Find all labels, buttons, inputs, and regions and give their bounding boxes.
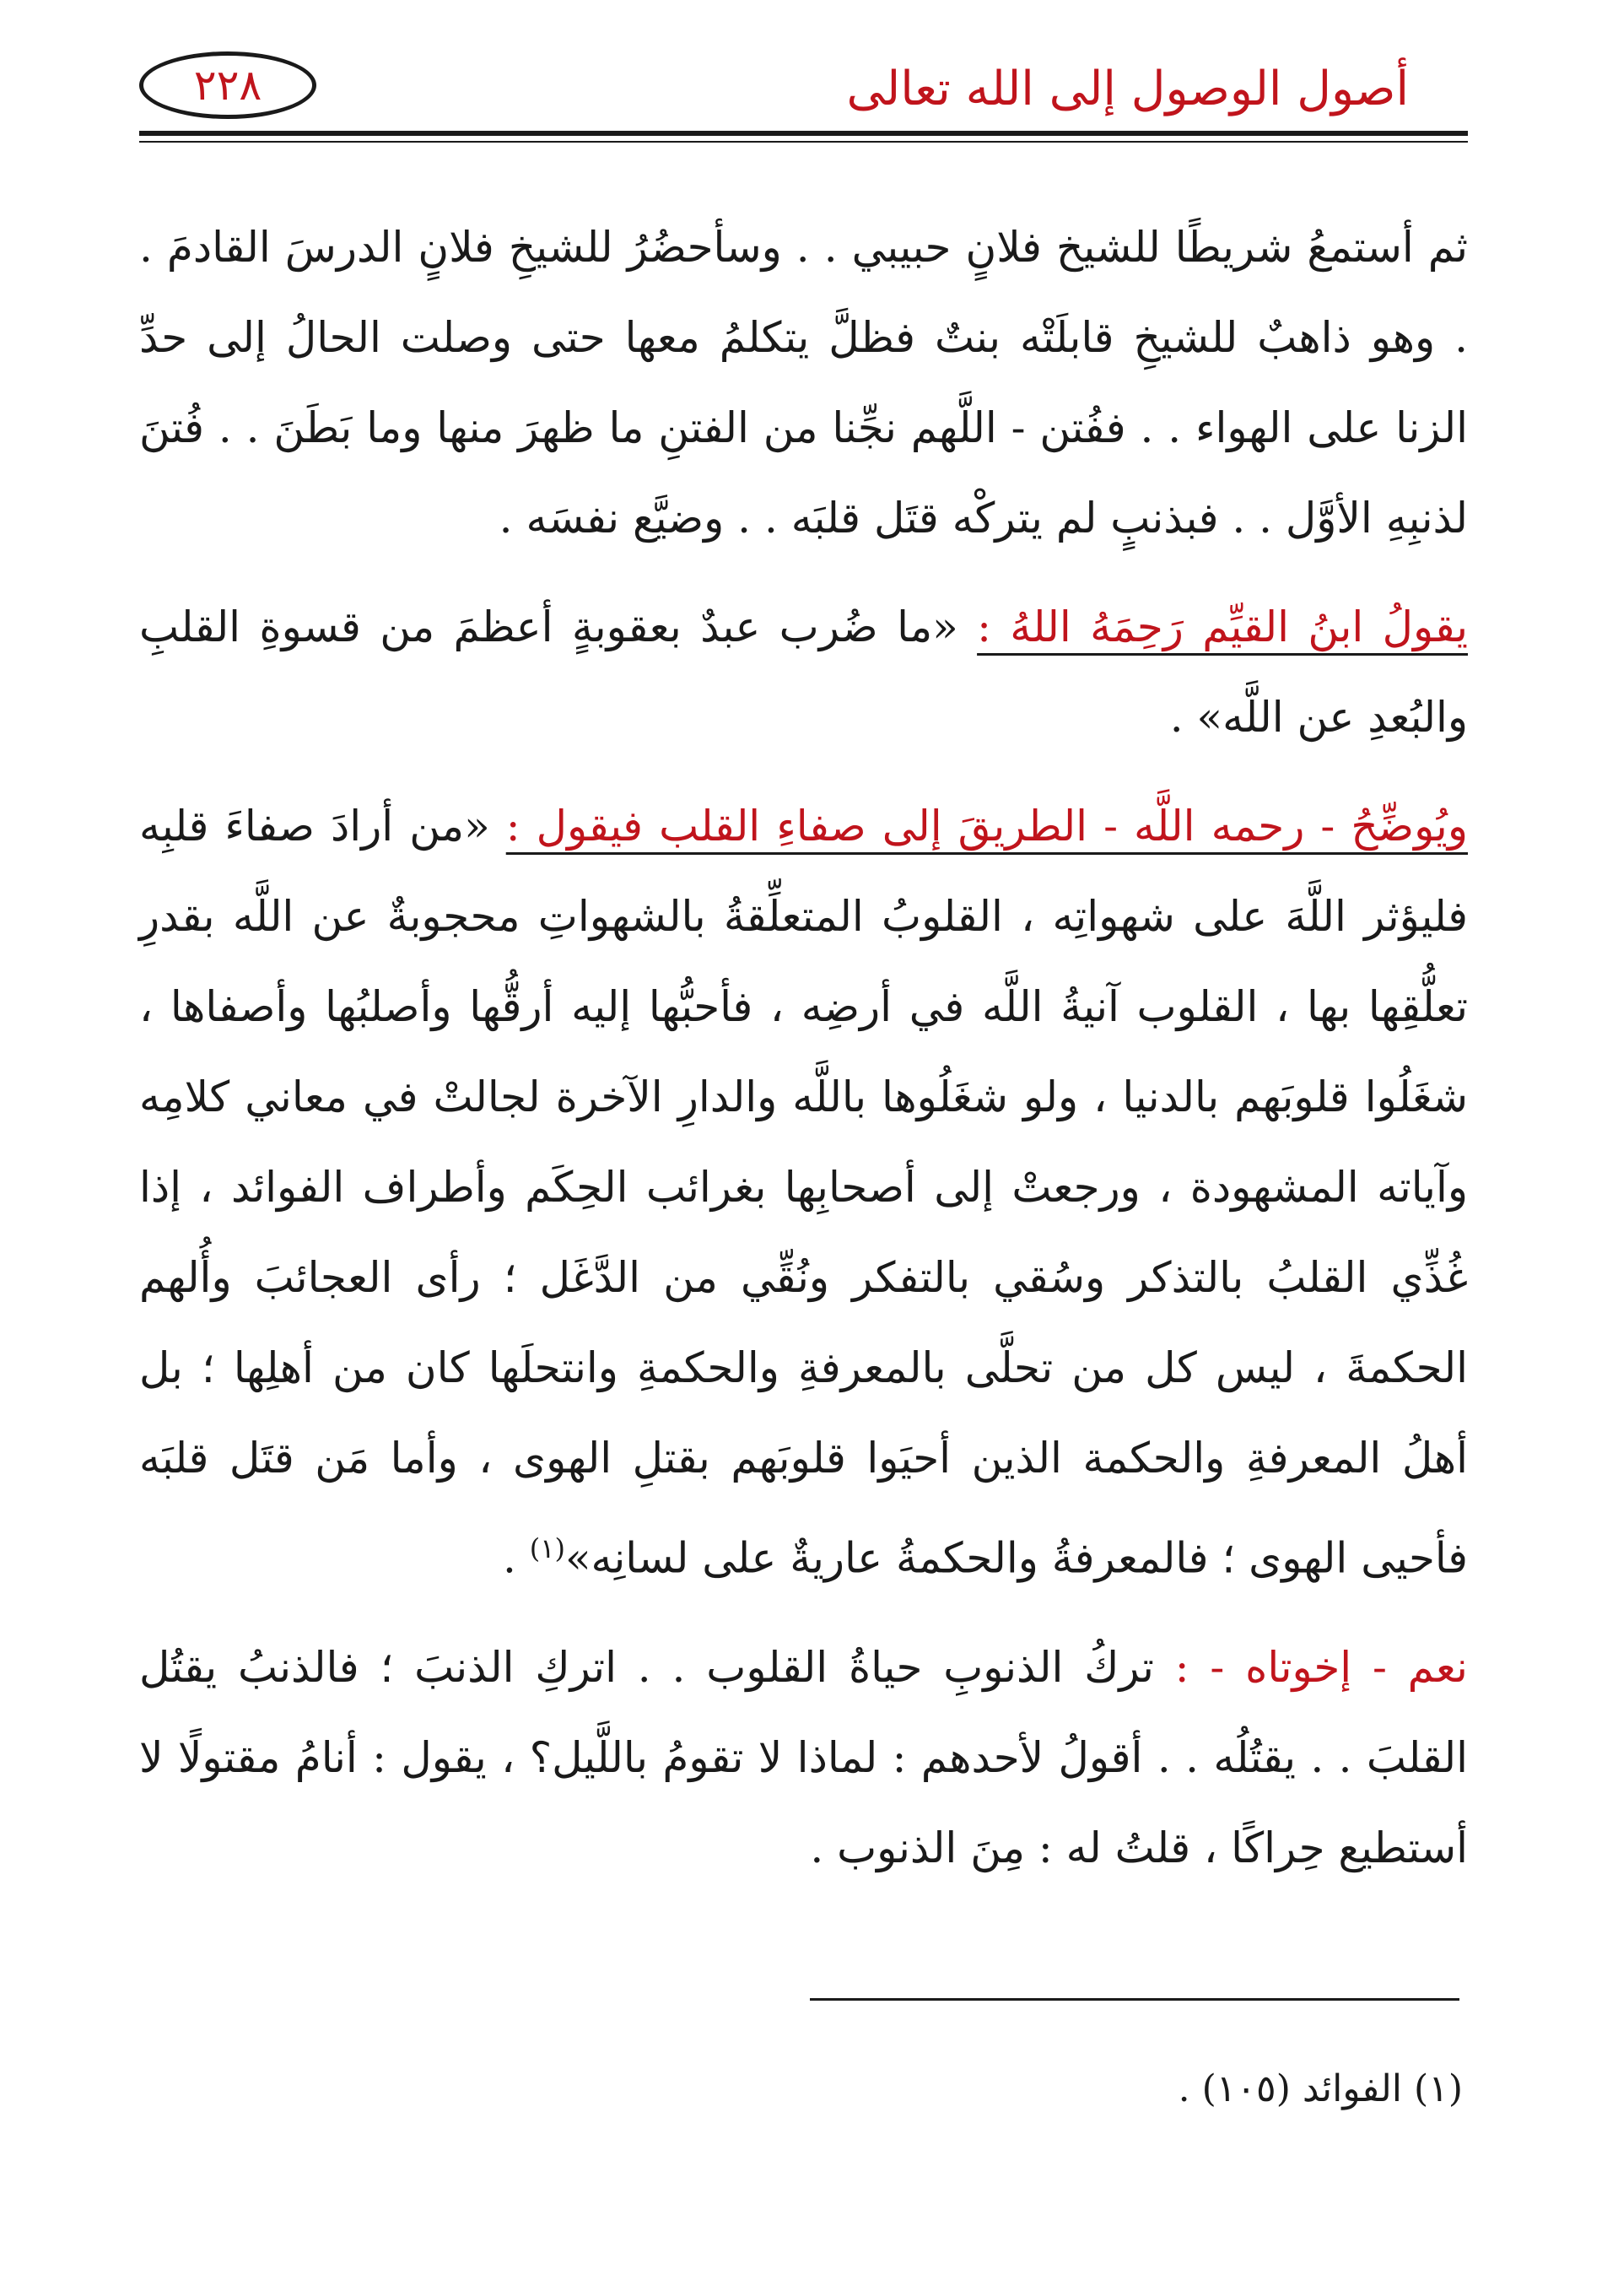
running-title: أصول الوصول إلى الله تعالى (846, 62, 1409, 116)
main-text (139, 203, 1468, 1894)
paragraph-3 (139, 781, 1468, 1604)
paragraph-3-quote: «من أرادَ صفاءَ قلبِه فليؤثر اللَّهَ على شهواتِه ، القلوبُ المتعلِّقةُ بالشهواتِ محجوبةٌ عن اللَّه بقدرِ تعلُّقِها بها ، القلوب آنيةُ اللَّه في أرضِه ، فأحبُّها إليه أرقُّها وأصلبُها وأصفاها ، شغَلُوا قلوبَهم بالدنيا ، ولو شغَلُوها باللَّه والدارِ الآخرة لجالتْ في معاني كلامِه وآياته المشهودة ، ورجعتْ إلى أصحابِها بغرائب الحِكَم وأطراف الفوائد ، إذا غُذِّي القلبُ بالتذكر وسُقي بالتفكر ونُقِّي من الدَّغَل ؛ رأى العجائبَ وأُلهم الحكمةَ ، ليس كل من تحلَّى بالمعرفةِ والحكمةِ وانتحلَها كان من أهلِها ؛ بل أهلُ المعرفةِ والحكمة الذين أحيَوا قلوبَهم بقتلِ الهوى ، وأما مَن قتَل قلبَه فأحيى الهوى ؛ فالمعرفةُ والحكمةُ عاريةٌ على لسانِه» (139, 802, 1468, 1583)
footnote-reference: (١) (529, 1532, 565, 1564)
page-number: ٢٢٨ (139, 51, 316, 119)
header-rule-thin (139, 141, 1468, 143)
footnote-separator (810, 1998, 1459, 2001)
paragraph-2-quote: «ما ضُرب عبدٌ بعقوبةٍ أعظمَ من قسوةِ القلبِ والبُعدِ عن اللَّه» . (139, 602, 1468, 742)
address-brothers: نعم - إخوتاه - : (1174, 1642, 1468, 1692)
quote-attribution-ibn-qayyim: يقولُ ابنُ القيِّم رَحِمَهُ اللهُ : (977, 602, 1468, 651)
quote-attribution-explains: ويُوضِّحُ - رحمه اللَّه - الطريقَ إلى صفاءِ القلب فيقول : (505, 802, 1468, 851)
paragraph-3-end: . (503, 1533, 530, 1583)
page-header (139, 46, 1468, 152)
paragraph-4 (139, 1623, 1468, 1894)
paragraph-1 (139, 203, 1468, 564)
paragraph-2 (139, 582, 1468, 763)
paragraph-1-text: ثم أستمعُ شريطًا للشيخ فلانٍ حبيبي . . وسأحضُرُ للشيخِ فلانٍ الدرسَ القادمَ . . وهو ذاهبٌ للشيخِ قابلَتْه بنتٌ فظلَّ يتكلمُ معها حتى وصلت الحالُ إلى حدِّ الزنا على الهواء . . ففُتن - اللَّهم نجِّنا من الفتنِ ما ظهرَ منها وما بَطَنَ . . فُتنَ لذنبِهِ الأوَّل . . فبذنبٍ لم يتركْه قتَل قلبَه . . وضيَّع نفسَه . (139, 223, 1468, 543)
paragraph-4-text: تركُ الذنوبِ حياةُ القلوب . . اتركِ الذنبَ ؛ فالذنبُ يقتُل القلبَ . . يقتُلُه . . أقولُ لأحدهم : لماذا لا تقومُ باللَّيل؟ ، يقول : أنامُ مقتولًا لا أستطيع حِراكًا ، قلتُ له : مِنَ الذنوب . (139, 1642, 1468, 1872)
footnote-1: (١) الفوائد (١٠٥) . (1178, 2067, 1463, 2110)
header-rule-thick (139, 131, 1468, 136)
